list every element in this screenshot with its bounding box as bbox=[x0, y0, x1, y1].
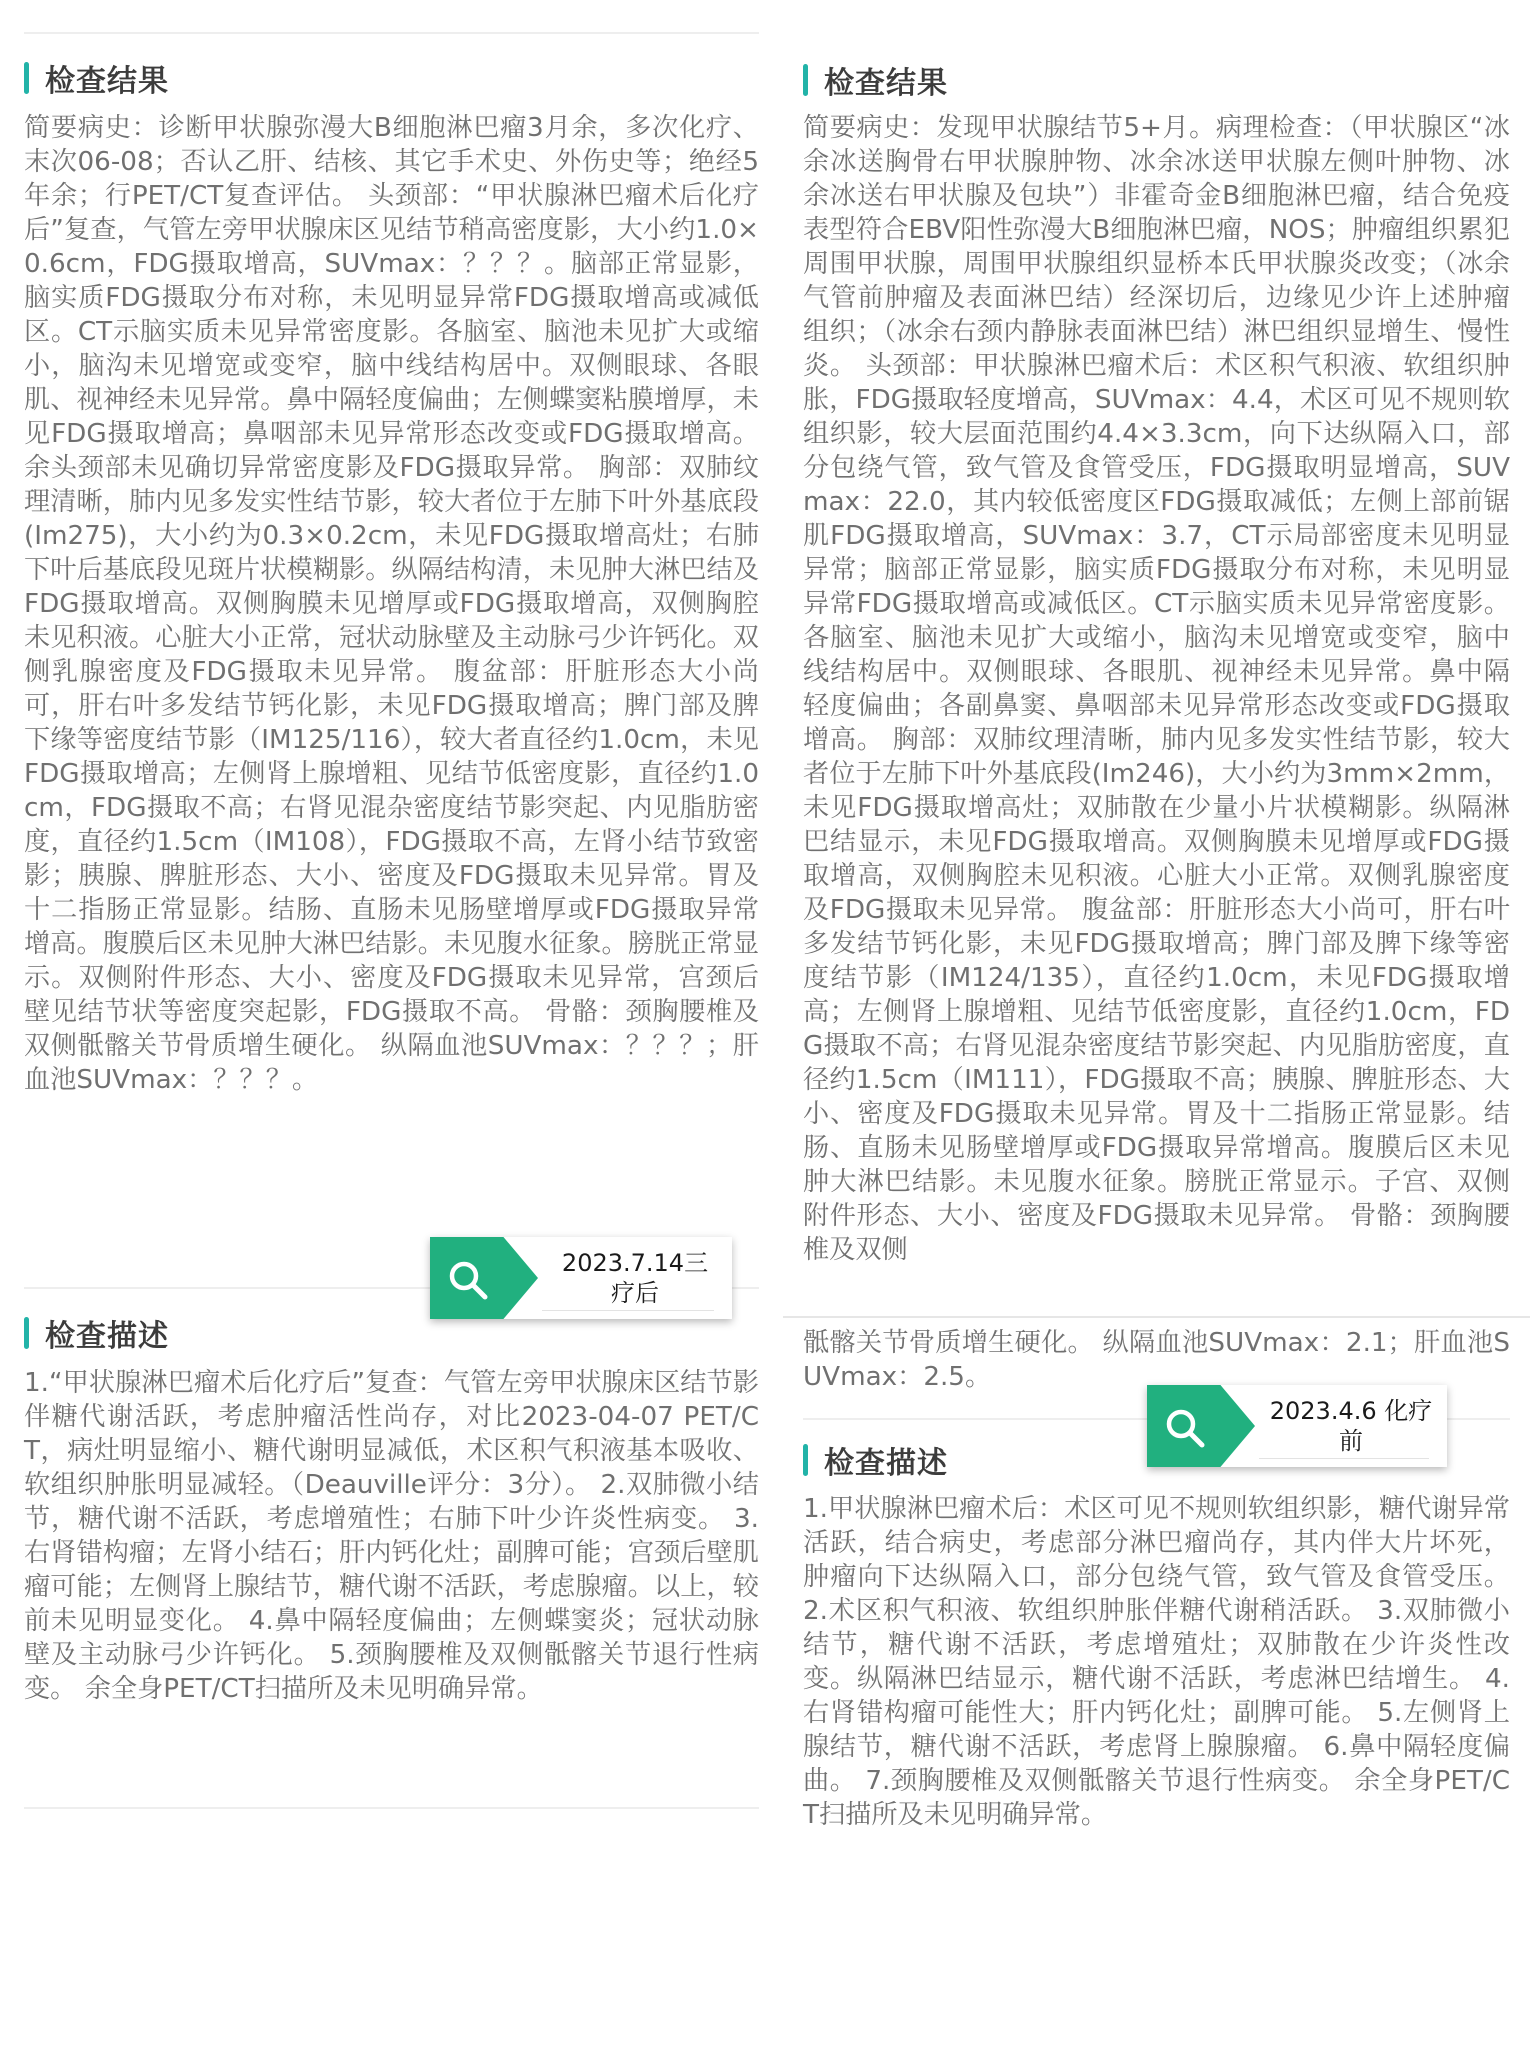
page-break-line bbox=[783, 1316, 1530, 1318]
description-heading-text: 检查描述 bbox=[824, 1446, 948, 1481]
date-tag-right[interactable] bbox=[1147, 1385, 1447, 1467]
heading-accent-bar bbox=[803, 64, 808, 96]
tag-green-arrow bbox=[1147, 1385, 1255, 1467]
description-text: 1.甲状腺淋巴瘤术后：术区可见不规则软组织影，糖代谢异常活跃，结合病史，考虑部分淋巴瘤尚存，其内伴大片坏死，肿瘤向下达纵隔入口，部分包绕气管，致气管及食管受压。 2.术区积气积液、软组织肿胀伴糖代谢稍活跃。 3.双肺微小结节，糖代谢不活跃，考虑增殖灶；双肺散在少许炎性改变。纵隔淋巴结显示，糖代谢不活跃，考虑淋巴结增生。 4.右肾错构瘤可能性大；肝内钙化灶；副脾可能。 5.左侧肾上腺结节，糖代谢不活跃，考虑肾上腺腺瘤。 6.鼻中隔轻度偏曲。 7.颈胸腰椎及双侧骶髂关节退行性病变。 余全身PET/CT扫描所及未见明确异常。 bbox=[803, 1494, 1510, 1830]
tag-underline bbox=[542, 1310, 714, 1311]
search-icon bbox=[1163, 1406, 1207, 1450]
bottom-divider bbox=[24, 1807, 759, 1809]
tag-label bbox=[1255, 1385, 1447, 1467]
heading-accent-bar bbox=[803, 1444, 808, 1476]
date-tag-left[interactable] bbox=[430, 1237, 732, 1319]
description-heading bbox=[803, 1440, 948, 1480]
results-text: 简要病史：诊断甲状腺弥漫大B细胞淋巴瘤3月余，多次化疗、末次06-08；否认乙肝、结核、其它手术史、外伤史等；绝经5年余；行PET/CT复查评估。 头颈部：“甲状腺淋巴瘤术后化疗后”复查，气管左旁甲状腺床区见结节稍高密度影，大小约1.0×0.6cm，FDG摄取增高，SUVmax：？？？。脑部正常显影，脑实质FDG摄取分布对称，未见明显异常FDG摄取增高或减低区。CT示脑实质未见异常密度影。各脑室、脑池未见扩大或缩小，脑沟未见增宽或变窄，脑中线结构居中。双侧眼球、各眼肌、视神经未见异常。鼻中隔轻度偏曲；左侧蝶窦粘膜增厚，未见FDG摄取增高；鼻咽部未见异常形态改变或FDG摄取增高。余头颈部未见确切异常密度影及FDG摄取异常。 胸部：双肺纹理清晰，肺内见多发实性结节影，较大者位于左肺下叶外基底段(Im275)，大小约为0.3×0.2cm，未见FDG摄取增高灶；右肺下叶后基底段见斑片状模糊影。纵隔结构清，未见肿大淋巴结及FDG摄取增高。双侧胸膜未见增厚或FDG摄取增高，双侧胸腔未见积液。心脏大小正常，冠状动脉壁及主动脉弓少许钙化。双侧乳腺密度及FDG摄取未见异常。 腹盆部：肝脏形态大小尚可，肝右叶多发结节钙化影，未见FDG摄取增高；脾门部及脾下缘等密度结节影（IM125/116），较大者直径约1.0cm，未见FDG摄取增高；左侧肾上腺增粗、见结节低密度影，直径约1.0cm，FDG摄取不高；右肾见混杂密度结节影突起、内见脂肪密度，直径约1.5cm（IM108），FDG摄取不高，左肾小结节致密影；胰腺、脾脏形态、大小、密度及FDG摄取未见异常。胃及十二指肠正常显影。结肠、直肠未见肠壁增厚或FDG摄取异常增高。腹膜后区未见肿大淋巴结影。未见腹水征象。膀胱正常显示。双侧附件形态、大小、密度及FDG摄取未见异常，宫颈后壁见结节状等密度突起影，FDG摄取不高。 骨骼：颈胸腰椎及双侧骶髂关节骨质增生硬化。 纵隔血池SUVmax：？？？；肝血池SUVmax：？？？。 bbox=[24, 113, 759, 1095]
results-heading bbox=[24, 58, 169, 98]
results-heading-text: 检查结果 bbox=[45, 64, 169, 99]
tag-label bbox=[538, 1237, 732, 1319]
results-text-continued: 骶髂关节骨质增生硬化。 纵隔血池SUVmax：2.1；肝血池SUVmax：2.5。 bbox=[803, 1328, 1510, 1392]
description-heading bbox=[24, 1313, 169, 1353]
heading-accent-bar bbox=[24, 62, 29, 94]
tag-underline bbox=[1259, 1458, 1429, 1459]
description-heading-text: 检查描述 bbox=[45, 1319, 169, 1354]
description-text: 1.“甲状腺淋巴瘤术后化疗后”复查：气管左旁甲状腺床区结节影伴糖代谢活跃，考虑肿瘤活性尚存，对比2023-04-07 PET/CT，病灶明显缩小、糖代谢明显减低，术区积气积液基本吸收、软组织肿胀明显减轻。（Deauville评分：3分）。 2.双肺微小结节，糖代谢不活跃，考虑增殖性；右肺下叶少许炎性病变。 3.右肾错构瘤；左肾小结石；肝内钙化灶；副脾可能；宫颈后壁肌瘤可能；左侧肾上腺结节，糖代谢不活跃，考虑腺瘤。以上，较前未见明显变化。 4.鼻中隔轻度偏曲；左侧蝶窦炎；冠状动脉壁及主动脉弓少许钙化。 5.颈胸腰椎及双侧骶髂关节退行性病变。 余全身PET/CT扫描所及未见明确异常。 bbox=[24, 1368, 759, 1704]
tag-label-text: 2023.7.14三疗后 bbox=[561, 1249, 709, 1307]
tag-green-arrow bbox=[430, 1237, 538, 1319]
results-text: 简要病史：发现甲状腺结节5+月。病理检查：（甲状腺区“冰余冰送胸骨右甲状腺肿物、冰余冰送甲状腺左侧叶肿物、冰余冰送右甲状腺及包块”）非霍奇金B细胞淋巴瘤，结合免疫表型符合EBV阳性弥漫大B细胞淋巴瘤，NOS；肿瘤组织累犯周围甲状腺，周围甲状腺组织显桥本氏甲状腺炎改变；（冰余气管前肿瘤及表面淋巴结）经深切后，边缘见少许上述肿瘤组织；（冰余右颈内静脉表面淋巴结）淋巴组织显增生、慢性炎。 头颈部：甲状腺淋巴瘤术后：术区积气积液、软组织肿胀，FDG摄取轻度增高，SUVmax：4.4，术区可见不规则软组织影，较大层面范围约4.4×3.3cm，向下达纵隔入口，部分包绕气管，致气管及食管受压，FDG摄取明显增高，SUVmax：22.0，其内较低密度区FDG摄取减低；左侧上部前锯肌FDG摄取增高，SUVmax：3.7，CT示局部密度未见明显异常；脑部正常显影，脑实质FDG摄取分布对称，未见明显异常FDG摄取增高或减低区。CT示脑实质未见异常密度影。各脑室、脑池未见扩大或缩小，脑沟未见增宽或变窄，脑中线结构居中。双侧眼球、各眼肌、视神经未见异常。鼻中隔轻度偏曲；各副鼻窦、鼻咽部未见异常形态改变或FDG摄取增高。 胸部：双肺纹理清晰，肺内见多发实性结节影，较大者位于左肺下叶外基底段(Im246)，大小约为3mm×2mm，未见FDG摄取增高灶；双肺散在少量小片状模糊影。纵隔淋巴结显示，未见FDG摄取增高。双侧胸膜未见增厚或FDG摄取增高，双侧胸腔未见积液。心脏大小正常。双侧乳腺密度及FDG摄取未见异常。 腹盆部：肝脏形态大小尚可，肝右叶多发结节钙化影，未见FDG摄取增高；脾门部及脾下缘等密度结节影（IM124/135），直径约1.0cm，未见FDG摄取增高；左侧肾上腺增粗、见结节低密度影，直径约1.0cm，FDG摄取不高；右肾见混杂密度结节影突起、内见脂肪密度，直径约1.5cm（IM111），FDG摄取不高；胰腺、脾脏形态、大小、密度及FDG摄取未见异常。胃及十二指肠正常显影。结肠、直肠未见肠壁增厚或FDG摄取异常增高。腹膜后区未见肿大淋巴结影。未见腹水征象。膀胱正常显示。子宫、双侧附件形态、大小、密度及FDG摄取未见异常。 骨骼：颈胸腰椎及双侧 bbox=[803, 113, 1510, 1265]
top-divider bbox=[24, 32, 759, 34]
results-heading-text: 检查结果 bbox=[824, 66, 948, 101]
heading-accent-bar bbox=[24, 1317, 29, 1349]
tag-label-text: 2023.4.6 化疗前 bbox=[1269, 1397, 1433, 1455]
search-icon bbox=[446, 1258, 490, 1302]
results-heading bbox=[803, 60, 948, 100]
